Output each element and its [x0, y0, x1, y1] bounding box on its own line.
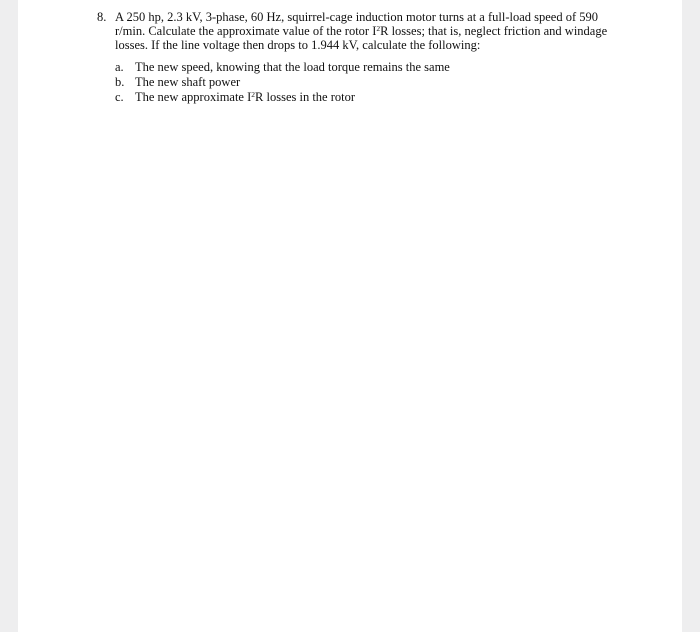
sub-question-b [115, 75, 627, 90]
sub-question-label: b. [115, 75, 125, 89]
superscript-2: 2 [251, 90, 256, 99]
sub-question-label: a. [115, 60, 124, 74]
sub-question-text [135, 90, 355, 105]
sub-question-c [115, 90, 627, 105]
document-page [18, 0, 682, 632]
sub-question-text-part-2: R losses in the rotor [255, 90, 356, 104]
problem-statement [97, 10, 627, 52]
sub-question-text: The new shaft power [135, 75, 241, 89]
problem-text [115, 10, 627, 52]
sub-question-a [115, 60, 627, 75]
sub-question-label: c. [115, 90, 124, 104]
problem-number: 8. [97, 10, 107, 24]
problem-text-part-1: A 250 hp, 2.3 kV, 3-phase, 60 Hz, squirrel-cage induction motor turns at a full-load speed of 590 r/min. Calculate the approximate value of the rotor I [115, 10, 599, 38]
problem-text-part-2: R losses; that is, neglect friction and windage losses. If the line voltage then drops to 1.944 kV, calculate the following: [115, 24, 608, 52]
sub-question-text: The new speed, knowing that the load torque remains the same [135, 60, 450, 74]
problem-8 [97, 10, 627, 105]
superscript-2: 2 [376, 24, 381, 33]
sub-question-text-part-1: The new approximate I [135, 90, 252, 104]
sub-question-list [115, 60, 627, 105]
